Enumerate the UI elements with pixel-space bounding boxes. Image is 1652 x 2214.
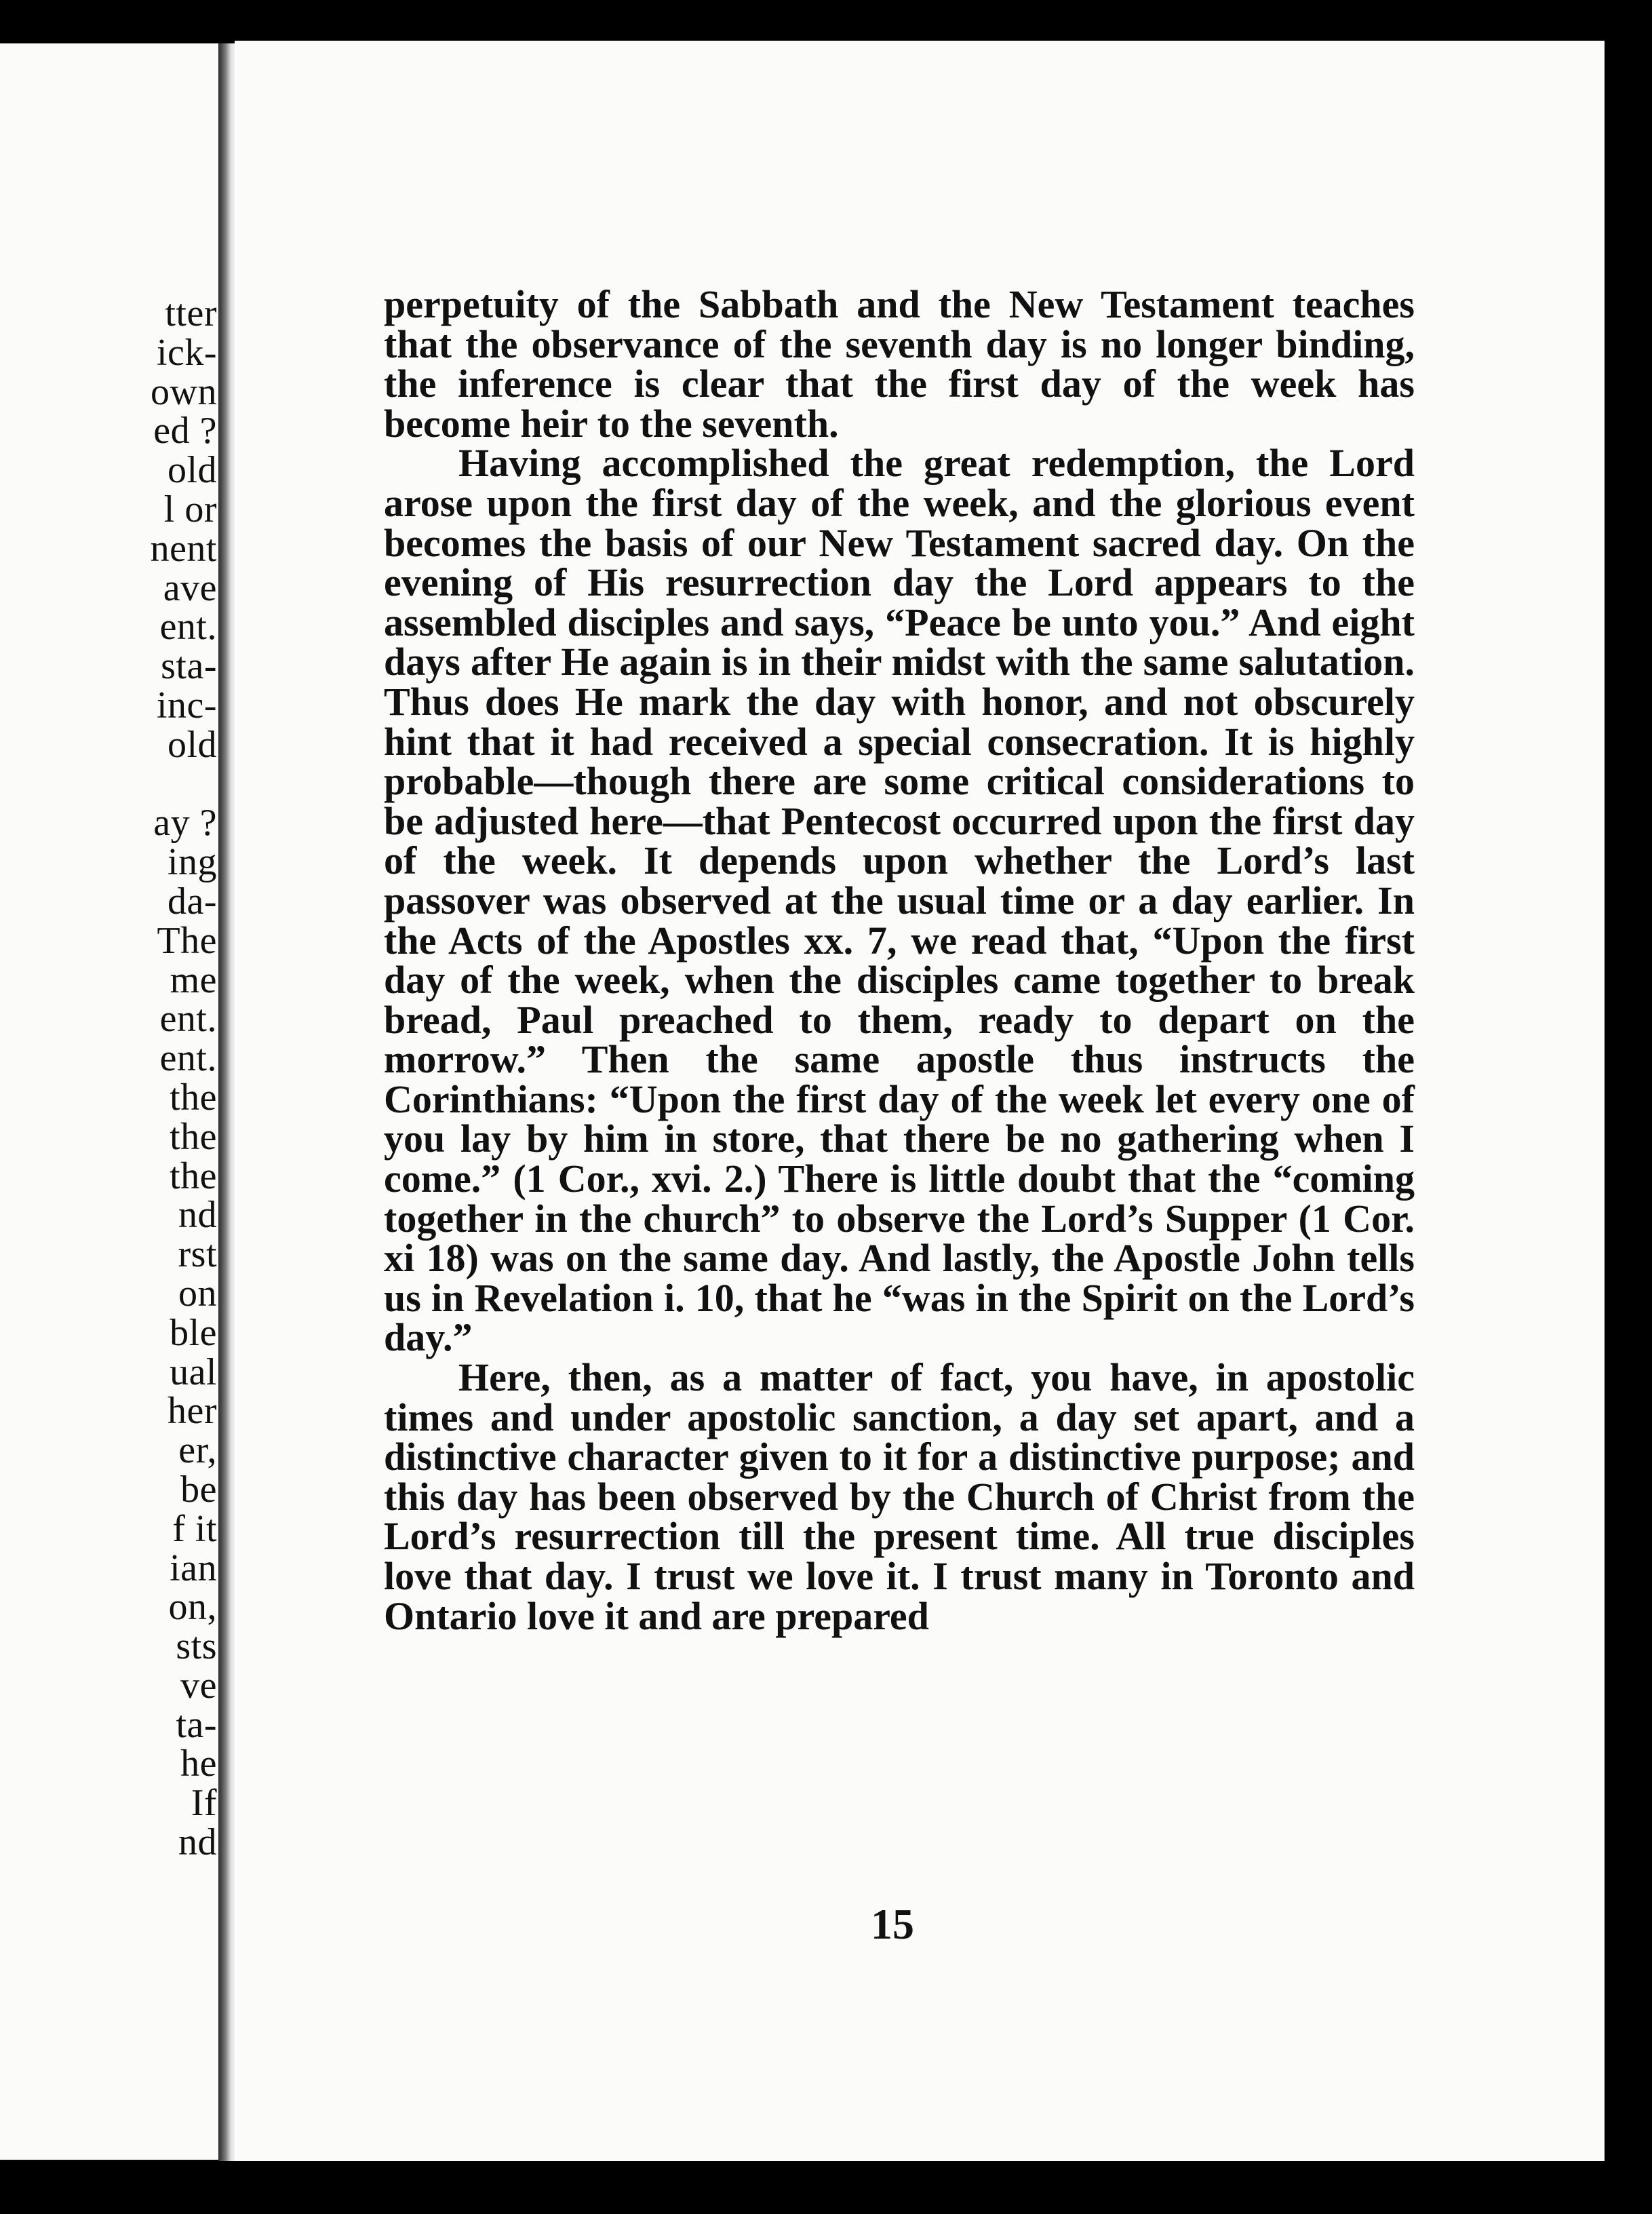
left-page-fragment: on, [168, 1586, 217, 1629]
scan-border-top [0, 0, 1652, 43]
left-page-fragment: er, [178, 1429, 217, 1472]
left-page-fragment: ick- [156, 331, 217, 374]
scan-border-bottom [0, 2161, 1652, 2214]
left-page-fragment: The [157, 919, 217, 962]
left-page-fragment: ave [163, 566, 217, 609]
paragraph: Here, then, as a matter of fact, you have, in apostolic times and under apostolic sanction, a day set apart, and a distinctive character given to it for a distinctive purpose; and this day has been observed by the Church of Christ from the Lord’s resurrection till the present time. All true disciples love that day. I trust we love it. I trust many in Toronto and Ontario love it and are prepared [384, 1355, 1415, 1638]
left-page-fragment: tter [165, 292, 217, 334]
left-page-fragment: sts [176, 1625, 217, 1668]
left-page-fragment: l or [163, 488, 217, 530]
left-page [0, 43, 231, 2160]
left-page-fragment: her [167, 1390, 217, 1433]
left-page-fragment: inc- [156, 684, 217, 726]
paragraph: Having accomplished the great redemption, the Lord arose upon the first day of the week, and the glorious event becomes the basis of our New Testament sacred day. On the evening of His resurrection day the Lord appears to the assembled disciples and says, “Peace be unto you.” And eight days after He again is in their midst with the same salutation. Thus does He mark the day with honor, and not obscurely hint that it had received a special consecration. It is highly probable—though there are some critical considerations to be adjusted here—that Pentecost occurred upon the first day of the week. It depends upon whether the Lord’s last passover was observed at the usual time or a day earlier. In the Acts of the Apostles xx. 7, we read that, “Upon the first day of the week, when the disciples came together to break bread, Paul preached to them, ready to depart on the morrow.” Then the same apostle thus instructs the Corinthians: “Upon the first day of the week let every one of you lay by him in store, that there be no gathering when I come.” (1 Cor., xvi. 2.) There is little doubt that the “coming together in the church” to observe the Lord’s Supper (1 Cor. xi 18) was on the same day. And lastly, the Apostle John tells us in Revelation i. 10, that he “was in the Spirit on the Lord’s day.” [384, 441, 1415, 1360]
left-page-fragment: he [180, 1743, 217, 1785]
left-page-fragment: nd [178, 1821, 217, 1864]
left-page-fragment: nent [150, 527, 217, 570]
left-page-fragment: ay ? [153, 802, 217, 844]
left-page-fragment: ent. [159, 998, 217, 1041]
left-page-fragment: own [151, 370, 217, 413]
left-page-fragment: ve [180, 1664, 217, 1707]
left-page-fragment: f it [172, 1507, 217, 1550]
left-page-fragment: ual [170, 1351, 217, 1393]
left-page-fragment: the [170, 1076, 217, 1119]
page-body-text [384, 282, 1415, 1638]
left-page-fragment: ian [170, 1547, 217, 1589]
left-page-fragment: ent. [159, 606, 217, 648]
left-page-fragment: the [170, 1154, 217, 1197]
paragraph-continuation: perpetuity of the Sabbath and the New Testament teaches that the observance of the seventh day is no longer binding, the inference is clear that the first day of the week has become heir to the seventh. [384, 282, 1415, 446]
left-page-fragment: be [180, 1468, 217, 1511]
left-page-fragment: nd [178, 1194, 217, 1237]
left-page-fragment: If [191, 1782, 217, 1825]
left-page-fragment: old [167, 723, 217, 766]
left-page-fragment: old [167, 449, 217, 492]
left-page-fragment: me [170, 958, 217, 1001]
left-page-text-fragments [0, 294, 217, 1863]
left-page-fragment: da- [167, 880, 217, 922]
left-page-fragment: ent. [159, 1037, 217, 1080]
left-page-fragment: ing [167, 841, 217, 884]
left-page-fragment: sta- [161, 645, 217, 688]
left-page-fragment: rst [178, 1233, 217, 1276]
left-page-fragment: ed ? [153, 410, 217, 452]
scan-border-right [1605, 41, 1652, 2161]
left-page-fragment: ble [170, 1311, 217, 1354]
left-page-fragment: ta- [176, 1703, 217, 1746]
left-page-fragment: the [170, 1115, 217, 1158]
left-page-fragment: on [178, 1272, 217, 1315]
book-spine [218, 43, 236, 2173]
left-page-fragment [0, 765, 217, 804]
page-number: 15 [871, 1900, 914, 1948]
